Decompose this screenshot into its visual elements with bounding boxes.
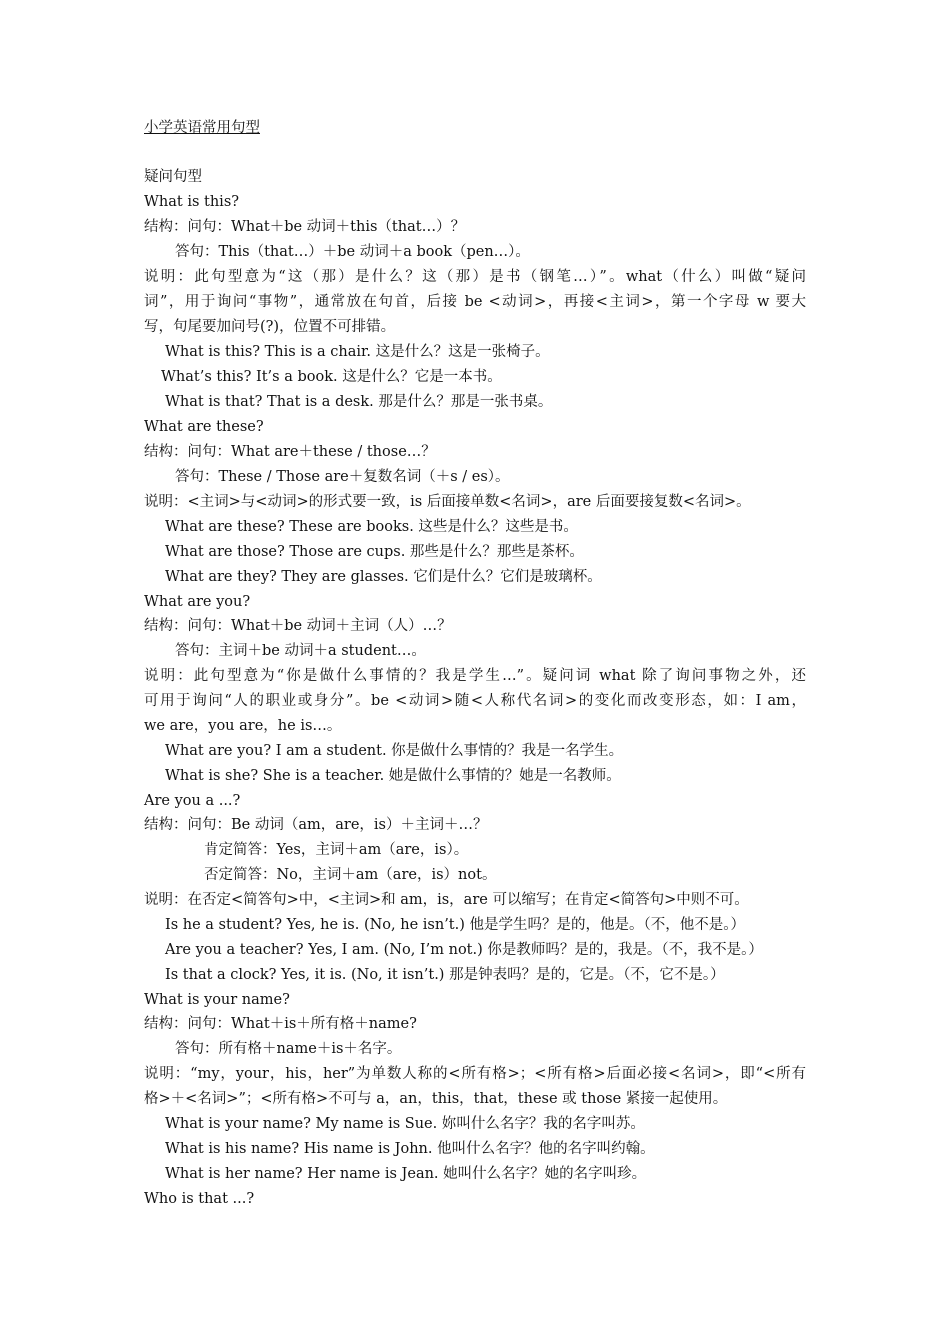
answer-line: 否定简答：No，主词＋am（are，is）not。 bbox=[204, 867, 497, 883]
structure-line: 结构：问句：What are＋these / those…？ bbox=[144, 444, 436, 460]
pattern-heading: Who is that ...? bbox=[144, 1191, 255, 1207]
example-line: What are they? They are glasses. 它们是什么？它们是玻璃杯。 bbox=[165, 569, 602, 585]
explanation-line: 词”，用于询问“事物”，通常放在句首，后接 be <动词>，再接<主词>，第一个字母 w 要大 bbox=[144, 294, 806, 310]
explanation-line: we are，you are，he is…。 bbox=[144, 718, 342, 734]
answer-line: 答句：These / Those are＋复数名词（＋s / es）。 bbox=[175, 469, 510, 485]
example-line: What are these? These are books. 这些是什么？这些是书。 bbox=[165, 519, 578, 535]
explanation-line: 格>＋<名词>”；<所有格>不可与 a，an，this，that，these 或 those 紧接一起使用。 bbox=[144, 1091, 728, 1107]
structure-line: 结构：问句：Be 动词（am，are，is）＋主词＋…？ bbox=[144, 817, 488, 833]
structure-line: 结构：问句：What＋be 动词＋主词（人）…？ bbox=[144, 618, 452, 634]
section-heading: 疑问句型 bbox=[144, 169, 202, 185]
example-line: What’s this? It’s a book. 这是什么？它是一本书。 bbox=[161, 369, 502, 385]
explanation-line: 说明：此句型意为“你是做什么事情的？我是学生…”。疑问词 what 除了询问事物之外，还 bbox=[144, 668, 806, 684]
structure-line: 结构：问句：What＋be 动词＋this（that…）？ bbox=[144, 219, 466, 235]
answer-line: 答句：This（that…）＋be 动词＋a book（pen…）。 bbox=[175, 244, 530, 260]
explanation-line: 说明：在否定<简答句>中，<主词>和 am，is，are 可以缩写；在肯定<简答句>中则不可。 bbox=[144, 892, 749, 908]
explanation-line: 写，句尾要加问号(?)，位置不可排错。 bbox=[144, 319, 396, 335]
pattern-heading: What are you? bbox=[144, 594, 251, 610]
example-line: What are those? Those are cups. 那些是什么？那些是茶杯。 bbox=[165, 544, 584, 560]
pattern-heading: Are you a ...? bbox=[144, 793, 241, 809]
example-line: Is he a student? Yes, he is. (No, he isn’t.) 他是学生吗？是的，他是。（不，他不是。） bbox=[165, 917, 746, 933]
answer-line: 肯定简答：Yes，主词＋am（are，is）。 bbox=[204, 842, 469, 858]
document-title: 小学英语常用句型 bbox=[144, 120, 260, 136]
explanation-line: 说明：此句型意为“这（那）是什么？这（那）是书（钢笔…）”。what（什么）叫做“疑问 bbox=[144, 269, 806, 285]
example-line: What is her name? Her name is Jean. 她叫什么名字？她的名字叫珍。 bbox=[165, 1166, 647, 1182]
example-line: What is that? That is a desk. 那是什么？那是一张书桌。 bbox=[165, 394, 553, 410]
answer-line: 答句：所有格＋name＋is＋名字。 bbox=[175, 1041, 402, 1057]
example-line: What is she? She is a teacher. 她是做什么事情的？她是一名教师。 bbox=[165, 768, 621, 784]
explanation-line: 说明：<主词>与<动词>的形式要一致，is 后面接单数<名词>，are 后面要接复数<名词>。 bbox=[144, 494, 751, 510]
explanation-line: 可用于询问“人的职业或身分”。be <动词>随<人称代名词>的变化而改变形态，如：I am， bbox=[144, 693, 806, 709]
structure-line: 结构：问句：What＋is＋所有格＋name? bbox=[144, 1016, 417, 1032]
pattern-heading: What is your name? bbox=[144, 992, 290, 1008]
example-line: What is your name? My name is Sue. 妳叫什么名字？我的名字叫苏。 bbox=[165, 1116, 645, 1132]
example-line: Is that a clock? Yes, it is. (No, it isn’t.) 那是钟表吗？是的，它是。（不，它不是。） bbox=[165, 967, 725, 983]
example-line: Are you a teacher? Yes, I am. (No, I’m not.) 你是教师吗？是的，我是。（不，我不是。） bbox=[165, 942, 763, 958]
pattern-heading: What is this? bbox=[144, 194, 240, 210]
example-line: What is this? This is a chair. 这是什么？这是一张椅子。 bbox=[165, 344, 550, 360]
example-line: What are you? I am a student. 你是做什么事情的？我是一名学生。 bbox=[165, 743, 624, 759]
answer-line: 答句：主词＋be 动词＋a student…。 bbox=[175, 643, 426, 659]
explanation-line: 说明：“my，your，his，her”为单数人称的<所有格>；<所有格>后面必接<名词>，即“<所有 bbox=[144, 1066, 806, 1082]
example-line: What is his name? His name is John. 他叫什么名字？他的名字叫约翰。 bbox=[165, 1141, 655, 1157]
pattern-heading: What are these? bbox=[144, 419, 264, 435]
